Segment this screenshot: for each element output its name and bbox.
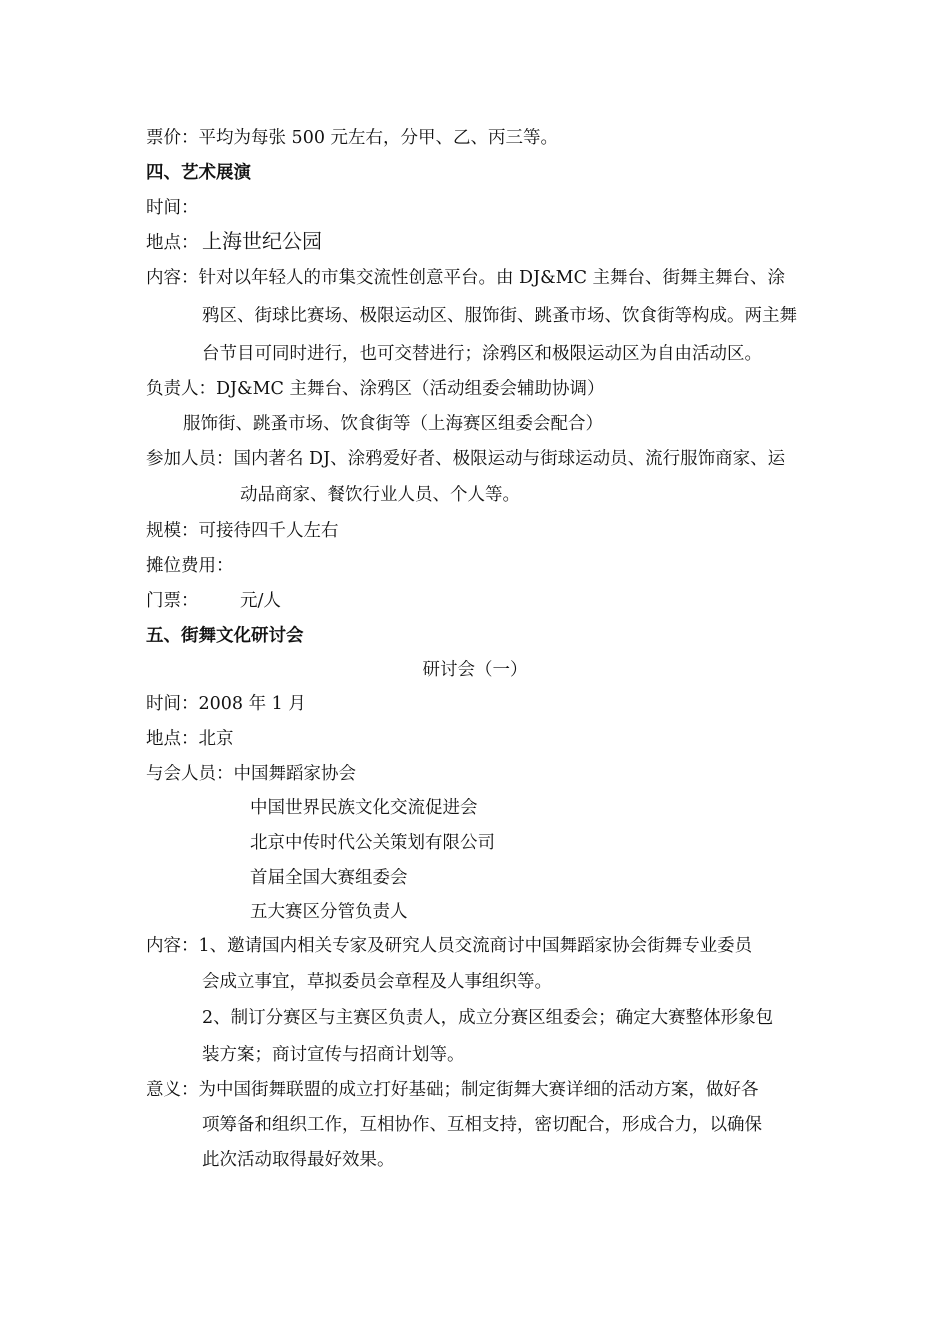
content-line-3: 台节目可同时进行，也可交替进行；涂鸦区和极限运动区为自由活动区。 [202,344,762,364]
time-line: 时间： [146,198,199,218]
significance-line-1: 意义：为中国街舞联盟的成立打好基础；制定街舞大赛详细的活动方案，做好各 [146,1080,759,1100]
ticket-unit: 元/人 [240,591,281,611]
seminar-time: 时间：2008 年 1 月 [146,694,306,714]
seminar-location: 地点：北京 [146,729,234,749]
content-line-1: 内容：针对以年轻人的市集交流性创意平台。由 DJ&MC 主舞台、街舞主舞台、涂 [146,268,786,288]
attendees-line-2: 中国世界民族文化交流促进会 [250,798,478,818]
seminar-content-line-2: 会成立事宜，草拟委员会章程及人事组织等。 [202,972,552,992]
attendees-line-1: 与会人员：中国舞蹈家协会 [146,764,356,784]
section-heading-seminar: 五、街舞文化研讨会 [146,626,304,646]
participants-line-1: 参加人员：国内著名 DJ、涂鸦爱好者、极限运动与街球运动员、流行服饰商家、运 [146,449,786,469]
responsible-line-2: 服饰街、跳蚤市场、饮食街等（上海赛区组委会配合） [183,414,603,434]
content-line-2: 鸦区、街球比赛场、极限运动区、服饰街、跳蚤市场、饮食街等构成。两主舞 [202,306,797,326]
significance-line-3: 此次活动取得最好效果。 [202,1150,395,1170]
attendees-line-4: 首届全国大赛组委会 [250,868,408,888]
location-value: 上海世纪公园 [202,229,322,253]
seminar-content-line-4: 装方案；商讨宣传与招商计划等。 [202,1045,465,1065]
attendees-line-3: 北京中传时代公关策划有限公司 [250,833,495,853]
attendees-line-5: 五大赛区分管负责人 [250,902,408,922]
seminar-content-line-1: 内容：1、邀请国内相关专家及研究人员交流商讨中国舞蹈家协会街舞专业委员 [146,936,753,956]
ticket-price-line: 票价：平均为每张 500 元左右，分甲、乙、丙三等。 [146,128,559,148]
location-label: 地点： [146,233,199,253]
significance-line-2: 项筹备和组织工作，互相协作、互相支持，密切配合，形成合力，以确保 [202,1115,762,1135]
participants-line-2: 动品商家、餐饮行业人员、个人等。 [240,485,520,505]
seminar-content-line-3: 2、制订分赛区与主赛区负责人，成立分赛区组委会；确定大赛整体形象包 [202,1008,774,1028]
section-heading-art-show: 四、艺术展演 [146,163,251,183]
scale-line: 规模：可接待四千人左右 [146,521,339,541]
ticket-label: 门票： [146,591,199,611]
booth-fee-line: 摊位费用： [146,556,234,576]
seminar-subtitle: 研讨会（一） [422,660,528,680]
responsible-line-1: 负责人：DJ&MC 主舞台、涂鸦区（活动组委会辅助协调） [146,379,605,399]
